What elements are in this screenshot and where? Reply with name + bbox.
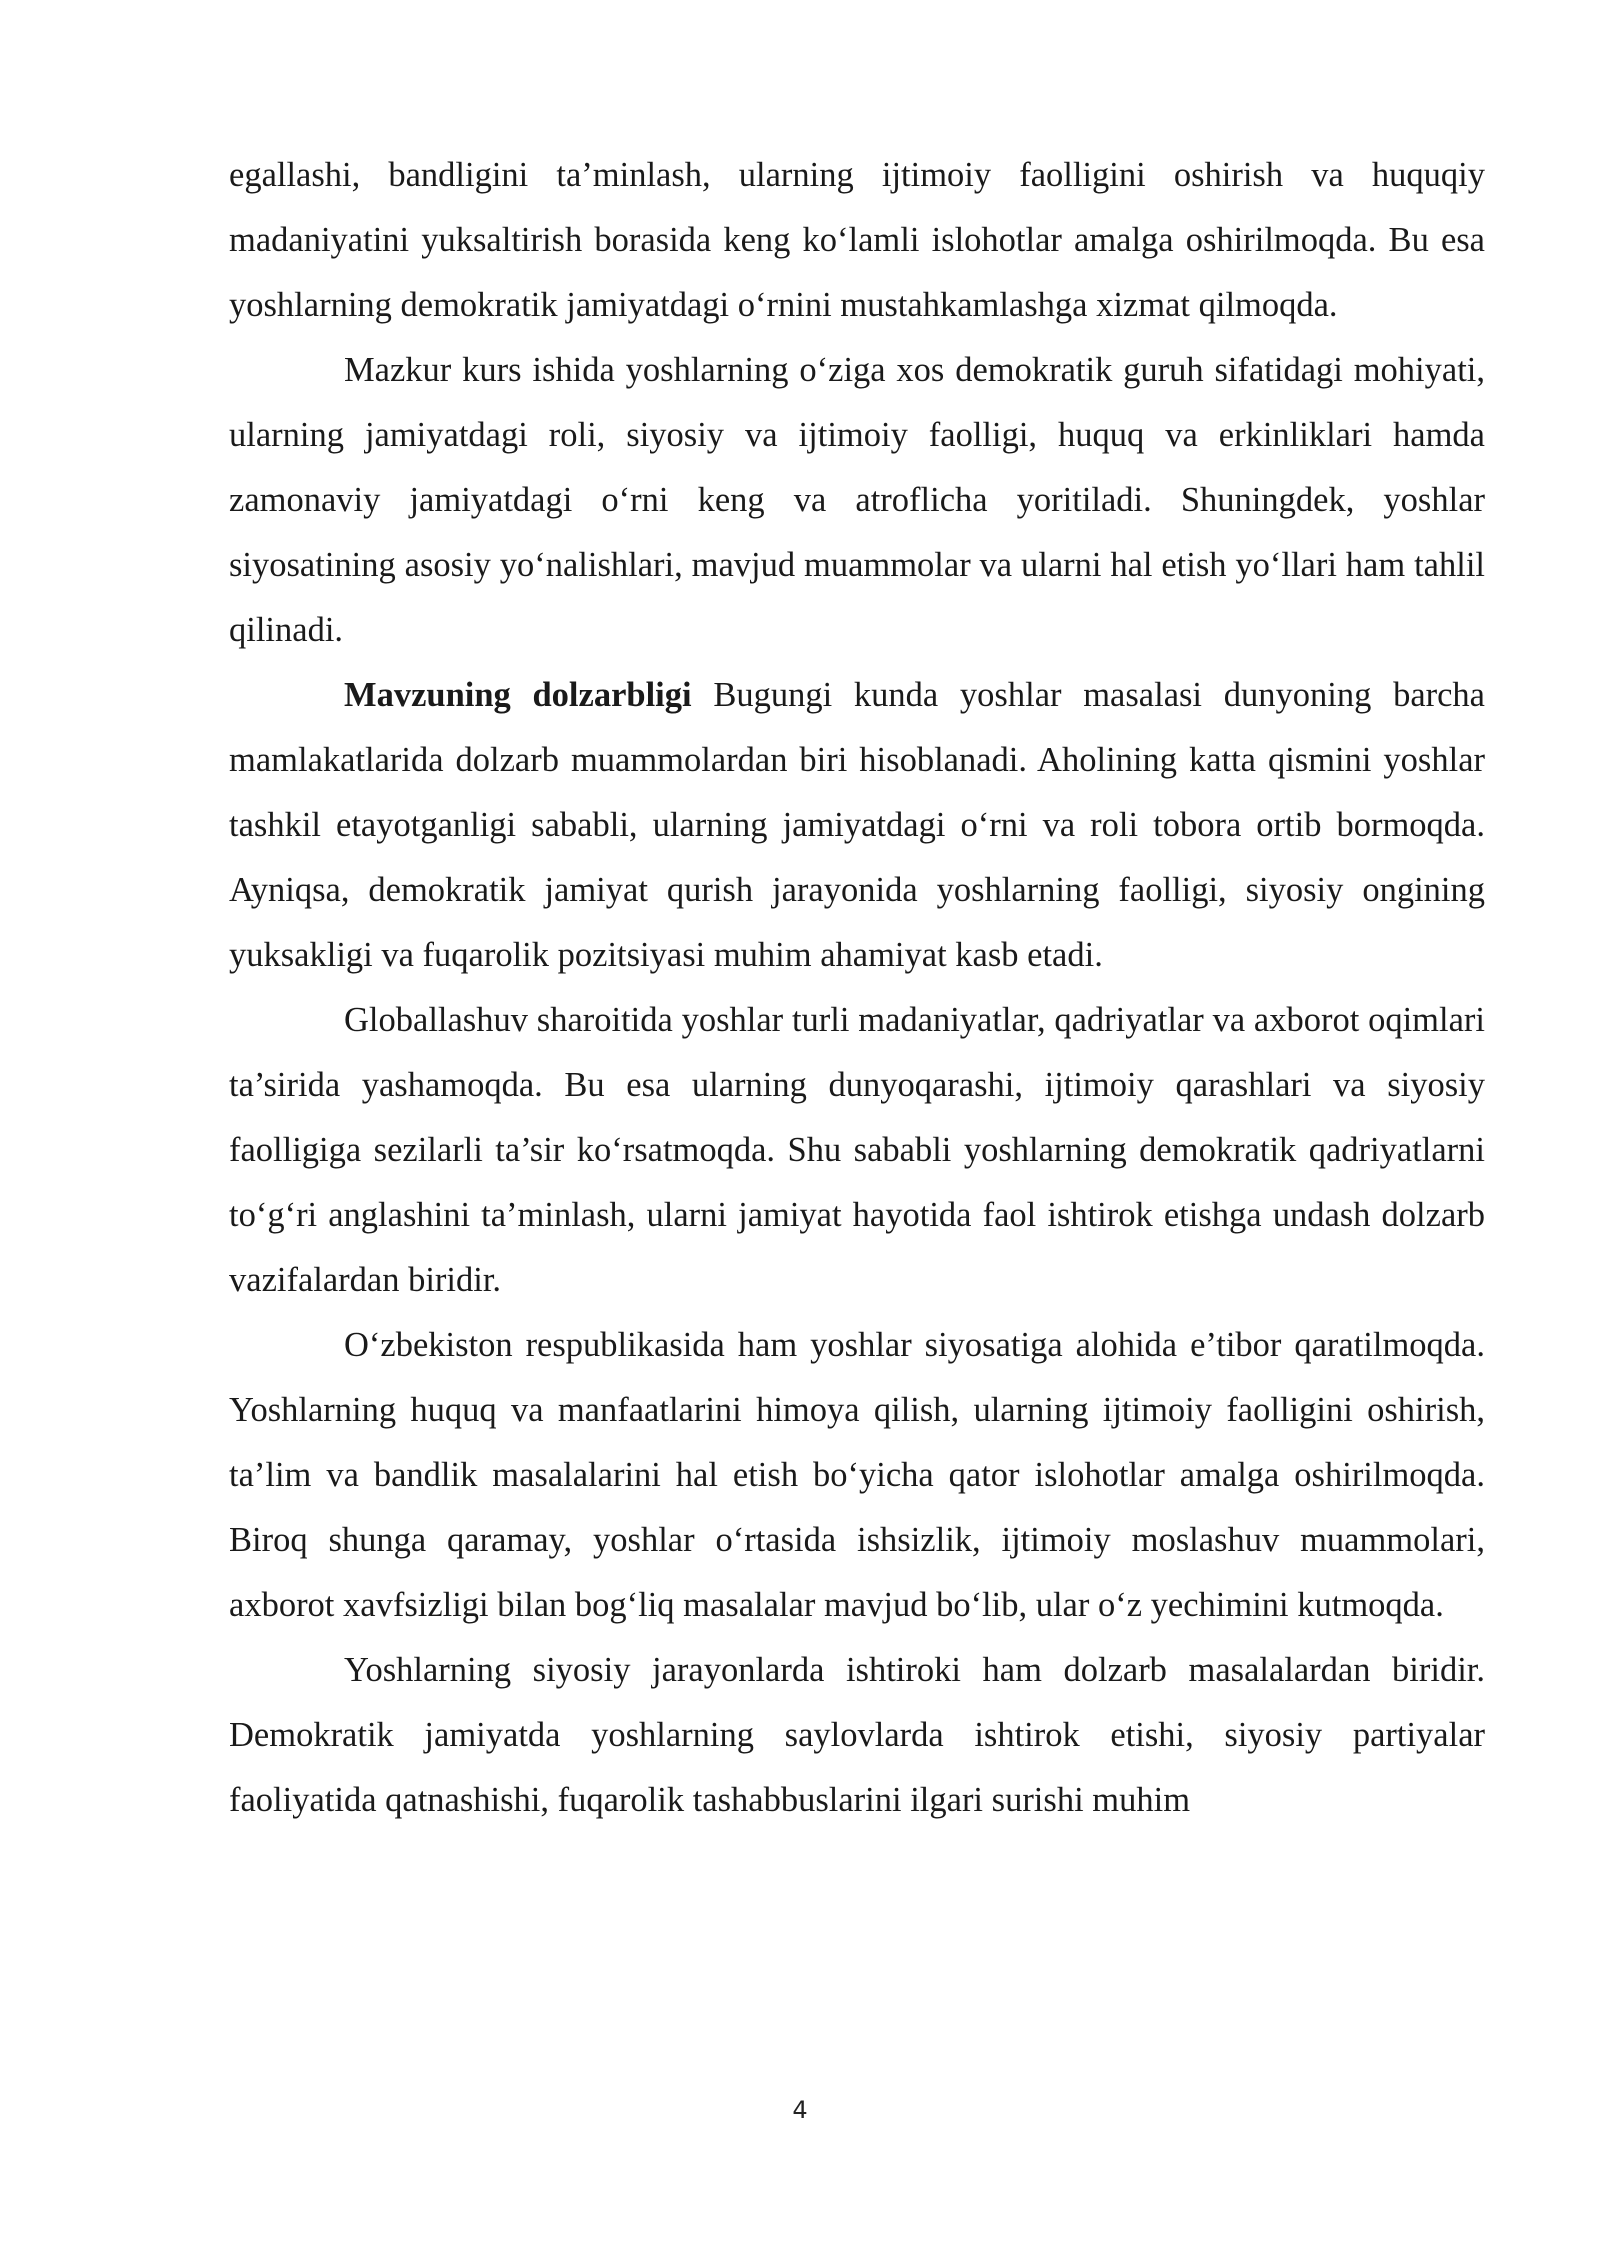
- paragraph-text: Bugungi kunda yoshlar masalasi dunyoning barcha mamlakatlarida dolzarb muammolardan biri hisoblanadi. Aholining katta qismini yoshlar tashkil etayotganligi sababli, ularning jamiyatdagi o‘rni va roli tobora ortib bormoqda. Ayniqsa, demokratik jamiyat qurish jarayonida yoshlarning faolligi, siyosiy ongining yuksakligi va fuqarolik pozitsiyasi muhim ahamiyat kasb etadi.: [229, 676, 1485, 974]
- paragraph-text: Yoshlarning siyosiy jarayonlarda ishtiroki ham dolzarb masalalardan biridir. Demokratik jamiyatda yoshlarning saylovlarda ishtirok etishi, siyosiy partiyalar faoliyatida qatnashishi, fuqarolik tashabbuslarini ilgari surishi muhim: [229, 1651, 1485, 1819]
- document-body: [229, 143, 1485, 1833]
- paragraph-bold-lead: Mavzuning dolzarbligi: [344, 676, 692, 714]
- paragraph-globalization: [229, 988, 1485, 1313]
- paragraph-text: Mazkur kurs ishida yoshlarning o‘ziga xos demokratik guruh sifatidagi mohiyati, ularning jamiyatdagi roli, siyosiy va ijtimoiy faolligi, huquq va erkinliklari hamda zamonaviy jamiyatdagi o‘rni keng va atroflicha yoritiladi. Shuningdek, yoshlar siyosatining asosiy yo‘nalishlari, mavjud muammolar va ularni hal etish yo‘llari ham tahlil qilinadi.: [229, 351, 1485, 649]
- paragraph-text: egallashi, bandligini ta’minlash, ularning ijtimoiy faolligini oshirish va huquqiy madaniyatini yuksaltirish borasida keng ko‘lamli islohotlar amalga oshirilmoqda. Bu esa yoshlarning demokratik jamiyatdagi o‘rnini mustahkamlashga xizmat qilmoqda.: [229, 156, 1485, 324]
- paragraph-text: O‘zbekiston respublikasida ham yoshlar siyosatiga alohida e’tibor qaratilmoqda. Yoshlarning huquq va manfaatlarini himoya qilish, ularning ijtimoiy faolligini oshirish, ta’lim va bandlik masalalarini hal etish bo‘yicha qator islohotlar amalga oshirilmoqda. Biroq shunga qaramay, yoshlar o‘rtasida ishsizlik, ijtimoiy moslashuv muammolari, axborot xavfsizligi bilan bog‘liq masalalar mavjud bo‘lib, ular o‘z yechimini kutmoqda.: [229, 1326, 1485, 1624]
- paragraph-relevance: [229, 663, 1485, 988]
- paragraph-text: Globallashuv sharoitida yoshlar turli madaniyatlar, qadriyatlar va axborot oqimlari ta’sirida yashamoqda. Bu esa ularning dunyoqarashi, ijtimoiy qarashlari va siyosiy faolligiga sezilarli ta’sir ko‘rsatmoqda. Shu sababli yoshlarning demokratik qadriyatlarni to‘g‘ri anglashini ta’minlash, ularni jamiyat hayotida faol ishtirok etishga undash dolzarb vazifalardan biridir.: [229, 1001, 1485, 1299]
- paragraph-uzbekistan-policy: [229, 1313, 1485, 1638]
- paragraph-political-participation: [229, 1638, 1485, 1833]
- paragraph-continuation: [229, 143, 1485, 338]
- page-number: 4: [792, 2096, 808, 2124]
- paragraph-course-scope: [229, 338, 1485, 663]
